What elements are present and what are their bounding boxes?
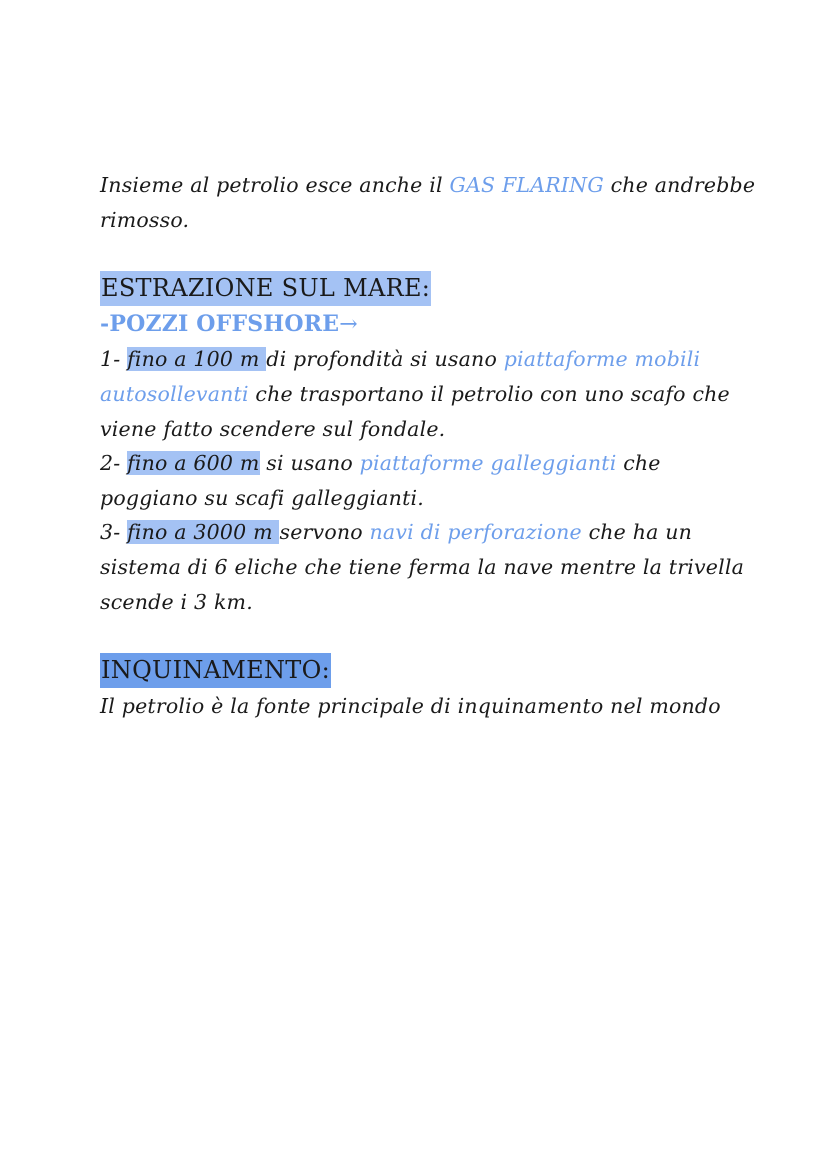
- item-2-line-2: poggiano su scafi galleggianti.: [100, 485, 424, 510]
- item-1-text-2: che trasportano il petrolio con uno scafo che: [248, 381, 730, 406]
- intro-text: Insieme al petrolio esce anche il: [100, 173, 450, 197]
- heading-estrazione-sul-mare: ESTRAZIONE SUL MARE:: [100, 271, 431, 306]
- item-2-text: si usano: [259, 451, 360, 476]
- item-3-line-3: scende i 3 km.: [100, 589, 253, 614]
- item-2-depth: fino a 600 m: [127, 451, 260, 476]
- term-gas-flaring: GAS FLARING: [449, 173, 604, 197]
- intro-line-2: rimosso.: [100, 207, 190, 232]
- item-3-term: navi di perforazione: [369, 520, 582, 545]
- item-3-text-2: che ha un: [581, 520, 693, 545]
- item-1-number: 1-: [100, 347, 128, 372]
- intro-line-1: [100, 168, 756, 203]
- item-1-line-2: [100, 377, 740, 412]
- arrow-right-icon: →: [339, 311, 358, 337]
- subheading-text: -POZZI OFFSHORE: [100, 310, 340, 337]
- document-page: [100, 168, 756, 723]
- item-3-text: servono: [279, 520, 370, 545]
- item-2-term: piattaforme galleggianti: [359, 451, 617, 476]
- item-2-number: 2-: [100, 451, 128, 476]
- item-2-text-2: che: [616, 451, 661, 476]
- heading-inquinamento: INQUINAMENTO:: [100, 653, 331, 688]
- intro-text-end: che andrebbe: [603, 173, 756, 197]
- subheading-pozzi-offshore: [100, 307, 740, 343]
- heading-row-pollution: [100, 653, 740, 689]
- item-1-line-1: [100, 342, 740, 377]
- item-2-line-1: [100, 446, 740, 481]
- item-1-text: di profondità si usano: [266, 347, 504, 372]
- item-3-number: 3-: [100, 520, 128, 545]
- item-1-term-cont: autosollevanti: [100, 381, 249, 406]
- item-3-line-2: sistema di 6 eliche che tiene ferma la nave mentre la trivella: [100, 554, 745, 579]
- spacer: [100, 619, 740, 653]
- heading-row-sea: [100, 271, 740, 307]
- item-1-line-3: viene fatto scendere sul fondale.: [100, 416, 446, 441]
- pollution-text: Il petrolio è la fonte principale di inquinamento nel mondo: [100, 693, 721, 718]
- item-3-depth: fino a 3000 m: [127, 520, 280, 545]
- spacer: [100, 237, 740, 271]
- item-3-line-1: [100, 515, 740, 550]
- item-1-term: piattaforme mobili: [503, 347, 701, 372]
- item-1-depth: fino a 100 m: [127, 347, 267, 372]
